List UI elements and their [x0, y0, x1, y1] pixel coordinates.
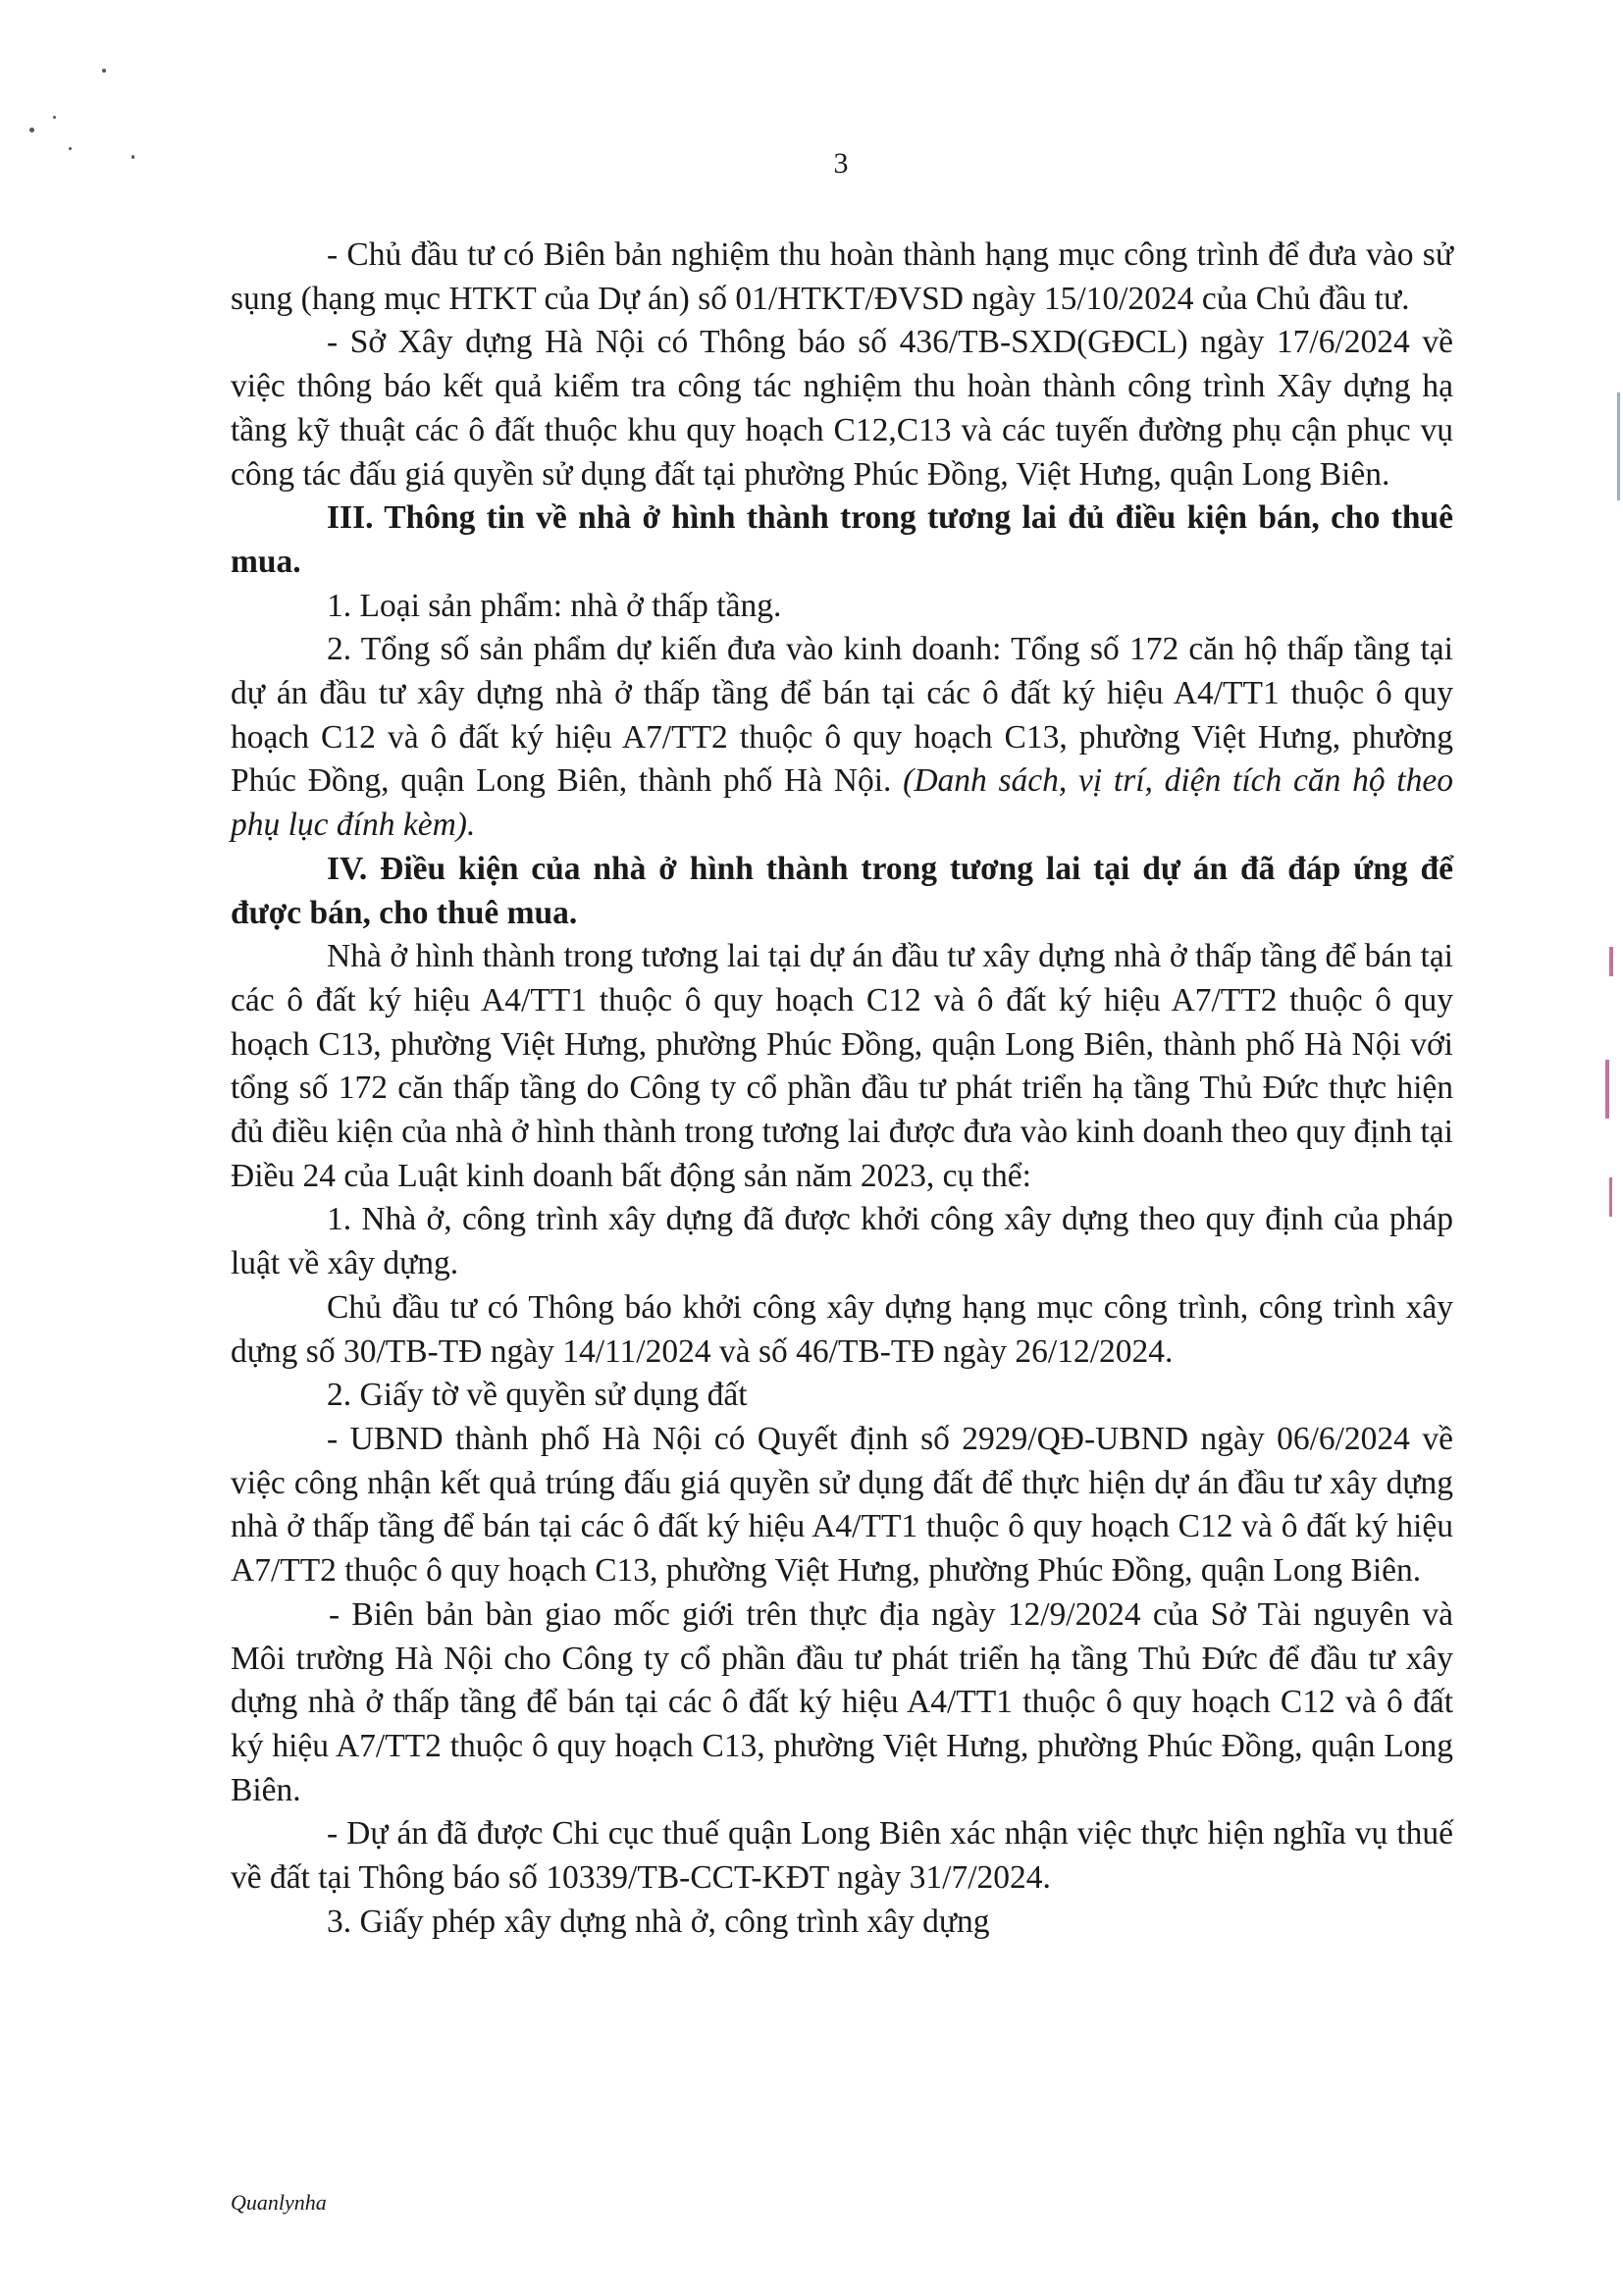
paragraph-product-count — [231, 628, 1453, 848]
scan-speck — [53, 116, 56, 119]
product-count-text: 2. Tổng số sản phẩm dự kiến đưa vào kinh doanh: Tổng số 172 căn hộ thấp tầng tại dự án đầu tư xây dựng nhà ở thấp tầng để bán tại các ô đất ký hiệu A4/TT1 thuộc ô quy hoạch C12 và ô đất ký hiệu A7/TT2 thuộc ô quy hoạch C13, phường Việt Hưng, phường Phúc Đồng, quận Long Biên, thành phố Hà Nội. — [231, 631, 1453, 800]
page-number: 3 — [833, 147, 849, 180]
section-heading-iii: III. Thông tin về nhà ở hình thành trong tương lai đủ điều kiện bán, cho thuê mua. — [231, 499, 1453, 580]
paragraph-future-housing: Nhà ở hình thành trong tương lai tại dự án đầu tư xây dựng nhà ở thấp tầng để bán tại các ô đất ký hiệu A4/TT1 thuộc ô quy hoạch C12 và ô đất ký hiệu A7/TT2 thuộc ô quy hoạch C13, phường Việt Hưng, phường Phúc Đồng, quận Long Biên, thành phố Hà Nội với tổng số 172 căn thấp tầng do Công ty cổ phần đầu tư phát triển hạ tầng Thủ Đức thực hiện đủ điều kiện của nhà ở hình thành trong tương lai được đưa vào kinh doanh theo quy định tại Điều 24 của Luật kinh doanh bất động sản năm 2023, cụ thể: — [231, 938, 1453, 1194]
paragraph-condition-1: 1. Nhà ở, công trình xây dựng đã được khởi công xây dựng theo quy định của pháp luật về xây dựng. — [231, 1201, 1453, 1282]
margin-mark — [1609, 947, 1613, 976]
paragraph-tax-confirmation: - Dự án đã được Chi cục thuế quận Long Biên xác nhận việc thực hiện nghĩa vụ thuế về đất tại Thông báo số 10339/TB-CCT-KĐT ngày 31/7/2024. — [231, 1815, 1453, 1897]
appendix-note: (Danh sách, vị trí, diện tích căn hộ theo phụ lục đính kèm). — [231, 762, 1453, 844]
paragraph-boundary-handover: - Biên bản bàn giao mốc giới trên thực địa ngày 12/9/2024 của Sở Tài nguyên và Môi trường Hà Nội cho Công ty cổ phần đầu tư phát triển hạ tầng Thủ Đức để đầu tư xây dựng nhà ở thấp tầng để bán tại các ô đất ký hiệu A4/TT1 thuộc ô quy hoạch C12 và ô đất ký hiệu A7/TT2 thuộc ô quy hoạch C13, phường Việt Hưng, phường Phúc Đồng, quận Long Biên. — [231, 1595, 1453, 1808]
margin-mark — [1609, 1177, 1612, 1217]
paragraph-land-decision: - UBND thành phố Hà Nội có Quyết định số 2929/QĐ-UBND ngày 06/6/2024 về việc công nhận kết quả trúng đấu giá quyền sử dụng đất để thực hiện dự án đầu tư xây dựng nhà ở thấp tầng để bán tại các ô đất ký hiệu A4/TT1 thuộc ô quy hoạch C12 và ô đất ký hiệu A7/TT2 thuộc ô quy hoạch C13, phường Việt Hưng, phường Phúc Đồng, quận Long Biên. — [231, 1420, 1453, 1590]
paragraph-condition-2: 2. Giấy tờ về quyền sử dụng đất — [327, 1377, 748, 1414]
paragraph-condition-3: 3. Giấy phép xây dựng nhà ở, công trình xây dựng — [327, 1903, 990, 1940]
margin-mark — [1617, 392, 1620, 500]
paragraph-product-type: 1. Loại sản phẩm: nhà ở thấp tầng. — [327, 587, 782, 624]
paragraph-construction-dept-notice: - Sở Xây dựng Hà Nội có Thông báo số 436/TB-SXD(GĐCL) ngày 17/6/2024 về việc thông báo kết quả kiểm tra công tác nghiệm thu hoàn thành công trình Xây dựng hạ tầng kỹ thuật các ô đất thuộc khu quy hoạch C12,C13 và các tuyến đường phụ cận phục vụ công tác đấu giá quyền sử dụng đất tại phường Phúc Đồng, Việt Hưng, quận Long Biên. — [231, 324, 1453, 493]
paragraph-construction-start-notice: Chủ đầu tư có Thông báo khởi công xây dựng hạng mục công trình, công trình xây dựng số 30/TB-TĐ ngày 14/11/2024 và số 46/TB-TĐ ngày 26/12/2024. — [231, 1288, 1453, 1370]
margin-mark — [1605, 1060, 1609, 1119]
section-heading-iv: IV. Điều kiện của nhà ở hình thành trong tương lai tại dự án đã đáp ứng để được bán, cho thuê mua. — [231, 850, 1453, 931]
footer-label: Quanlynha — [231, 2190, 327, 2215]
document-body — [231, 234, 1453, 1944]
paragraph-acceptance-record: - Chủ đầu tư có Biên bản nghiệm thu hoàn thành hạng mục công trình để đưa vào sử sụng (hạng mục HTKT của Dự án) số 01/HTKT/ĐVSD ngày 15/10/2024 của Chủ đầu tư. — [231, 236, 1453, 317]
scan-speck — [29, 128, 34, 132]
scan-speck — [102, 69, 106, 73]
